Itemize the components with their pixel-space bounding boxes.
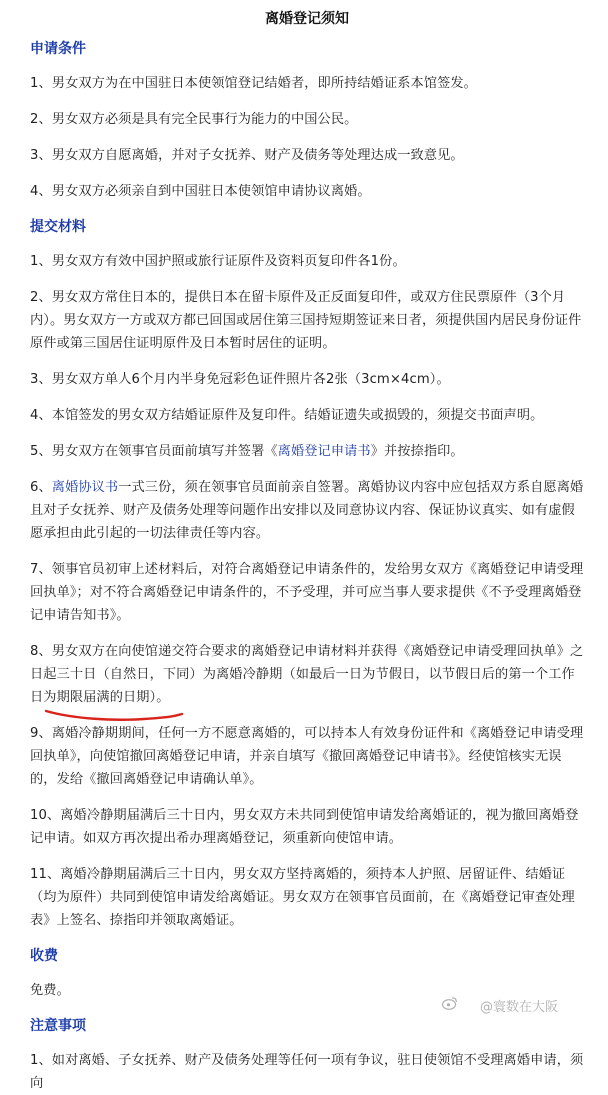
document-link[interactable]: 离婚协议书 <box>51 480 119 495</box>
list-item <box>30 404 584 427</box>
list-item <box>30 863 584 932</box>
item-text: 9、离婚冷静期期间，任何一方不愿意离婚的，可以持本人有效身份证件和《离婚登记申请受理回执单》，向使馆撤回离婚登记申请，并亲自填写《撤回离婚登记申请书》。经使馆核实无误的，发给《撤回离婚登记申请确认单》。 <box>30 726 584 787</box>
list-item <box>30 72 584 95</box>
item-text: 10、离婚冷静期届满后三十日内，男女双方未共同到使馆申请发给离婚证的，视为撤回离婚登记申请。如双方再次提出希办理离婚登记，须重新向使馆申请。 <box>30 808 579 846</box>
item-text: 1、如对离婚、子女抚养、财产及债务处理等任何一项有争议，驻日使领馆不受理离婚申请，须向 <box>30 1053 584 1091</box>
list-item <box>30 108 584 131</box>
item-text: 3、男女双方自愿离婚，并对子女抚养、财产及债务等处理达成一致意见。 <box>30 148 464 163</box>
item-text: 》并按捺指印。 <box>370 444 464 459</box>
document-content <box>30 38 584 1095</box>
item-text: 7、领事官员初审上述材料后，对符合离婚登记申请条件的，发给男女双方《离婚登记申请受理回执单》；对不符合离婚登记申请条件的，不予受理，并可应当事人要求提供《不予受理离婚登记申请告知书》。 <box>30 562 584 623</box>
list-item <box>30 144 584 167</box>
item-text: 5、男女双方在领事官员面前填写并签署《 <box>30 444 278 459</box>
item-text: 2、男女双方常住日本的，提供日本在留卡原件及正反面复印件，或双方住民票原件（3个月内）。男女双方一方或双方都已回国或居住第三国持短期签证来日者，须提供国内居民身份证件原件或第三国居住证明原件及日本暂时居住的证明。 <box>30 290 582 351</box>
list-item <box>30 180 584 203</box>
item-text: 2、男女双方必须是具有完全民事行为能力的中国公民。 <box>30 112 358 127</box>
weibo-icon <box>442 996 458 1010</box>
list-item <box>30 250 584 273</box>
list-item <box>30 368 584 391</box>
item-text: 1、男女双方为在中国驻日本使领馆登记结婚者，即所持结婚证系本馆签发。 <box>30 76 477 91</box>
list-item <box>30 722 584 791</box>
list-item <box>30 440 584 463</box>
list-item <box>30 1049 584 1095</box>
item-text: 一式三份，须在领事官员面前亲自签署。离婚协议内容中应包括双方系自愿离婚且对子女抚养、财产及债务处理等问题作出安排以及同意协议内容、保证协议真实、如有虚假愿承担由此引起的一切法律责任等内容。 <box>30 480 584 541</box>
item-text: 11、离婚冷静期届满后三十日内，男女双方坚持离婚的，须持本人护照、居留证件、结婚证（均为原件）共同到使馆申请发给离婚证。男女双方在领事官员面前，在《离婚登记审查处理表》上签名、捺指印并领取离婚证。 <box>30 867 575 928</box>
item-text: 4、男女双方必须亲自到中国驻日本使领馆申请协议离婚。 <box>30 184 371 199</box>
section-heading: 申请条件 <box>30 41 86 57</box>
list-item <box>30 640 584 709</box>
document-link[interactable]: 离婚登记申请书 <box>277 444 371 459</box>
list-item <box>30 804 584 850</box>
section-heading: 收费 <box>30 948 58 964</box>
section-heading: 注意事项 <box>30 1018 86 1034</box>
page-title: 离婚登记须知 <box>265 11 349 27</box>
list-item <box>30 558 584 627</box>
list-item <box>30 286 584 355</box>
item-text: 8、男女双方在向使馆递交符合要求的离婚登记申请材料并获得《离婚登记申请受理回执单》之日起三十日（自然日，下同）为离婚冷静期（如最后一日为节假日，以节假日后的第一个工作日为期限届满的日期）。 <box>30 644 584 705</box>
watermark-text: @寰数在大阪 <box>479 1000 558 1015</box>
section-heading: 提交材料 <box>30 219 86 235</box>
item-text: 3、男女双方单人6个月内半身免冠彩色证件照片各2张（3cm×4cm）。 <box>30 372 450 387</box>
item-text: 免费。 <box>30 983 70 998</box>
item-text: 6、 <box>30 480 52 495</box>
item-text: 1、男女双方有效中国护照或旅行证原件及资料页复印件各1份。 <box>30 254 406 269</box>
list-item <box>30 476 584 545</box>
item-text: 4、本馆签发的男女双方结婚证原件及复印件。结婚证遗失或损毁的，须提交书面声明。 <box>30 408 544 423</box>
